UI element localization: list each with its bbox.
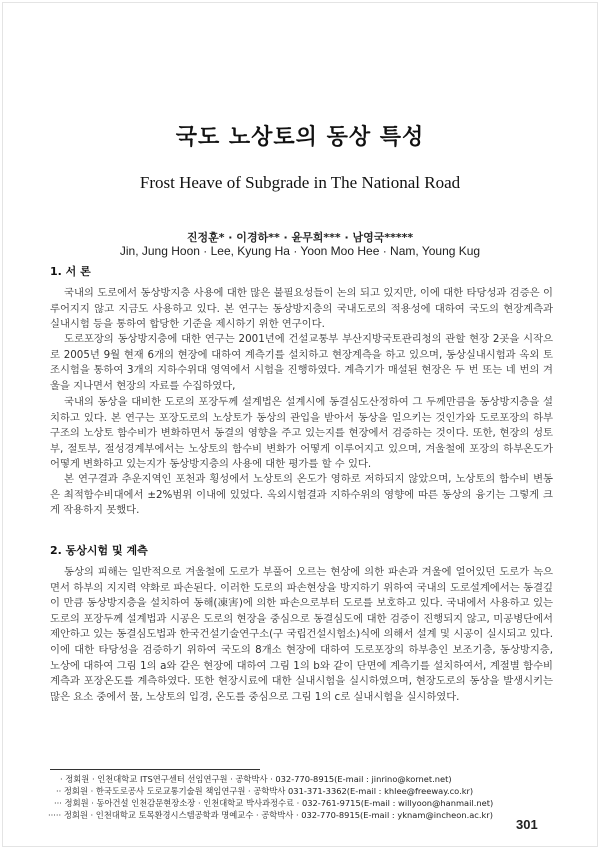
paragraph: 동상의 피해는 일반적으로 겨울철에 도로가 부풀어 오르는 현상에 의한 파손과 겨울에 얼어있던 도로가 녹으면서 하부의 지지력 약화로 파손된다. 이러한 도로의 파손현상을 방지하기 위하여 국내의 도로설계에서는 동결깊이 만큼 동상방지층을 설치하여 동해(凍害)에 의한 파손으로부터 도로를 보호하고 있다. 국내에서 사용하고 있는 도로의 포장두께 설계법과 시공은 도로의 현장을 중심으로 동결심도에 대한 검증이 진행되지 않고, 미공병단에서 제안하고 있는 동결심도법과 한국건설기술연구소(구 국립건설시험소)식에 의해서 설계 및 시공이 실시되고 있다. 이에 대한 타당성을 검증하기 위하여 국도의 8개소 현장에 대하여 도로포장의 하부층인 보조기층, 동상방지층, 노상에 대하여 그림 1의 a와 같은 현장에 대하여 그림 1의 b와 같이 단면에 계측기를 설치하여서, 계절별 함수비 계측과 포장온도를 계측하였다. 또한 현장시료에 대한 실내시험을 실시하였으며, 현장도로의 동상을 발생시키는 많은 요소 중에서 물, 노상토의 입경, 온도를 중심으로 그림 1의 c로 실내시험을 실시하였다. [50, 566, 553, 703]
paragraph: 국내의 동상을 대비한 도로의 포장두께 설계법은 설계시에 동결심도산정하여 그 두께만큼을 동상방지층을 설치하고 있다. 본 연구는 포장도로의 노상토가 동상의 관입을 받아서 동상을 일으키는 것인가와 도로포장의 하부구조의 노상토 함수비가 변화하면서 동결의 영향을 주고 있는지를 현장에서 검증하는 것이다. 또한, 현장의 성토부, 절토부, 절성경계부에서는 노상토의 함수비 변화가 어떻게 이루어지고 있으며, 겨울철에 포장의 하부온도가 어떻게 변화하고 있는지가 동상방지층의 사용에 대한 평가를 할 수 있다. [50, 396, 553, 471]
page-number: 301 [516, 817, 538, 832]
footnote-divider [50, 769, 260, 770]
paragraph: 국내의 도로에서 동상방지층 사용에 대한 많은 불필요성들이 논의 되고 있지만, 이에 대한 타당성과 검증은 이루어지지 않고 지금도 사용하고 있다. 본 연구는 동상방지층의 국내도로의 적용성에 대하여 국도의 현장계측과 실내시험 등을 통하여 합당한 기준을 제시하기 위한 연구이다. [50, 287, 553, 331]
section-heading-frost-test: 2. 동상시험 및 계측 [50, 544, 148, 557]
paper-title-english: Frost Heave of Subgrade in The National Road [139, 173, 461, 192]
authors-korean: 진정훈* · 이경하** · 윤무희*** · 남영국***** [186, 231, 414, 244]
authors-english: Jin, Jung Hoon · Lee, Kyung Ha · Yoon Moo Hee · Nam, Young Kug [119, 244, 481, 258]
footnote: ····· 정회원 · 인천대학교 토목환경시스템공학과 명예교수 · 공학박사 · 032-770-8915(E-mail : yknam@incheon.ac.kr) [48, 810, 493, 820]
footnote: · 정회원 · 인천대학교 ITS연구센터 선임연구원 · 공학박사 · 032-770-8915(E-mail : jinrino@kornet.net) [60, 774, 452, 784]
paragraph: 본 연구결과 추운지역인 포천과 횡성에서 노상토의 온도가 영하로 저하되지 않았으며, 노상토의 함수비 변동은 최적함수비대에서 ±2%범위 이내에 있었다. 옥외시험결과 지하수위의 영향에 따른 동상의 융기는 그렇게 크게 작용하지 못했다. [50, 473, 553, 517]
footnote: ·· 정회원 · 한국도로공사 도로교통기술원 책임연구원 · 공학박사 031-371-3362(E-mail : khlee@freeway.co.kr) [56, 786, 474, 796]
section-heading-introduction: 1. 서 론 [50, 265, 91, 278]
paper-title-korean: 국도 노상토의 동상 특성 [175, 125, 425, 150]
footnote: ··· 정회원 · 동아건설 인천감문현장소장 · 인천대학교 박사과정수료 · 032-761-9715(E-mail : willyoon@hanmail.net) [54, 798, 494, 808]
paragraph: 도로포장의 동상방지층에 대한 연구는 2001년에 건설교통부 부산지방국토관리청의 관할 현장 2곳을 시작으로 2005년 9월 현재 6개의 현장에 대하여 계측기를 설치하고 현장계측을 하고 있으며, 동상실내시험과 옥외 토조시험을 통하여 3개의 지하수위대 영역에서 시험을 진행하였다. 계측기가 매설된 현장은 두 번 또는 네 번의 겨울을 지나면서 현장의 자료를 수집하였다, [50, 333, 553, 392]
